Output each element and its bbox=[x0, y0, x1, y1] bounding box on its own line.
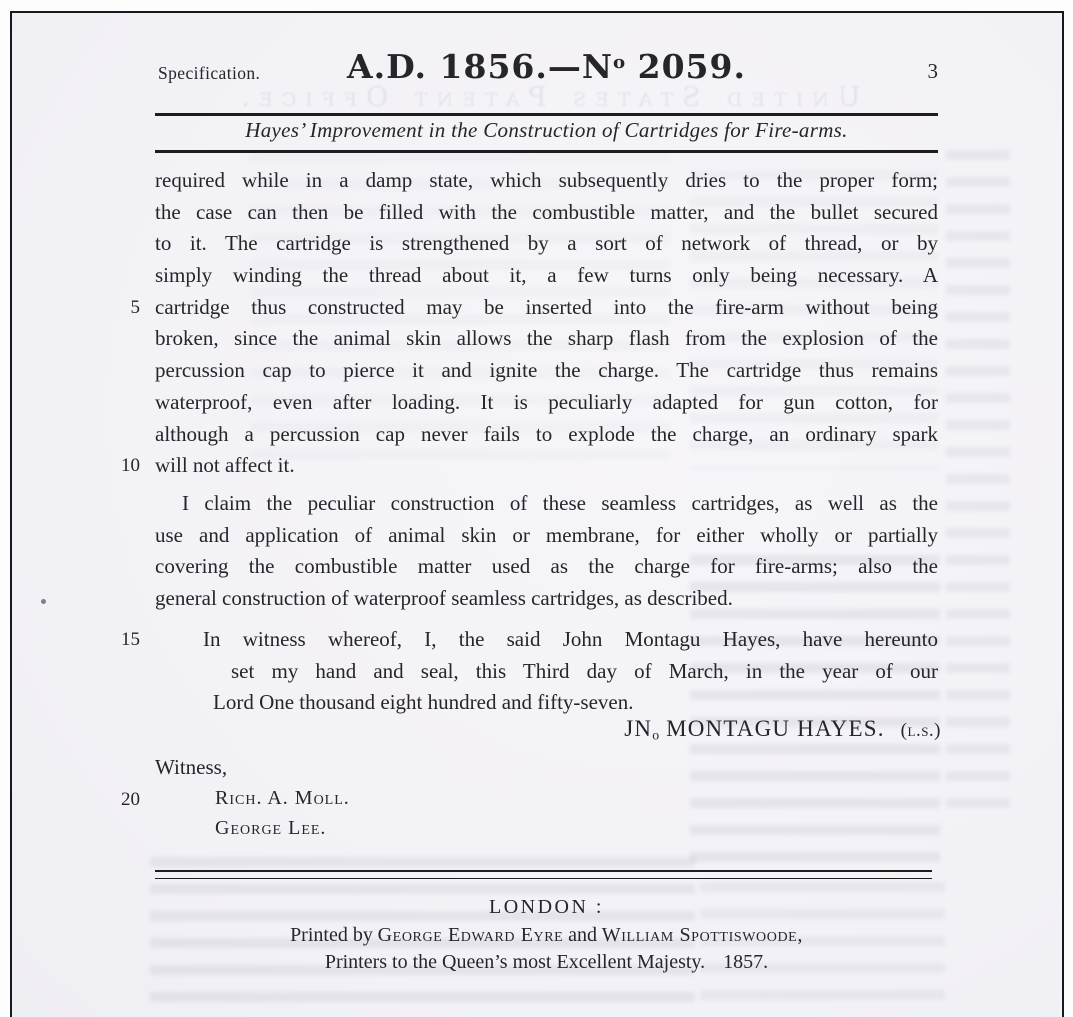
title-superscript-o: o bbox=[613, 52, 626, 74]
body-line: Lord One thousand eight hundred and fifty-seven. bbox=[213, 690, 634, 715]
body-line: percussion cap to pierce it and ignite the charge. The cartridge thus remains bbox=[155, 358, 938, 383]
ink-speck bbox=[41, 599, 46, 604]
horizontal-rule-under-subtitle bbox=[155, 150, 938, 153]
paragraph-continuation bbox=[155, 165, 938, 482]
title-number: 2059. bbox=[625, 47, 746, 86]
imprint-printer1: George Edward Eyre bbox=[377, 924, 564, 946]
seal-mark: (l.s.) bbox=[900, 720, 941, 741]
body-line: I claim the peculiar construction of these seamless cartridges, as well as the bbox=[182, 491, 938, 515]
imprint-printed-by: Printed by bbox=[290, 924, 373, 946]
body-line: although a percussion cap never fails to explode the charge, an ordinary spark bbox=[155, 421, 938, 446]
margin-line-number: 5 bbox=[130, 297, 140, 318]
imprint-printer2: William Spottiswoode, bbox=[601, 924, 803, 946]
imprint-conjunction: and bbox=[568, 924, 597, 946]
claim-paragraph bbox=[155, 488, 938, 615]
page-number: 3 bbox=[927, 59, 938, 83]
title-main: A.D. 1856.—N bbox=[347, 47, 614, 86]
imprint-printers bbox=[155, 924, 938, 947]
body-line: required while in a damp state, which subsequently dries to the proper form; bbox=[155, 168, 938, 192]
imprint-year: 1857. bbox=[723, 951, 769, 973]
margin-line-number: 10 bbox=[121, 455, 140, 476]
body-line: set my hand and seal, this Third day of March, in the year of our bbox=[231, 658, 938, 683]
imprint-city: LONDON : bbox=[489, 896, 604, 918]
margin-line-number: 20 bbox=[121, 789, 140, 810]
body-line: to it. The cartridge is strengthened by a sort of network of thread, or by bbox=[155, 231, 938, 256]
body-line: In witness whereof, I, the said John Montagu Hayes, have hereunto bbox=[203, 627, 938, 651]
imprint-majesty-text: Printers to the Queen’s most Excellent Majesty. bbox=[324, 951, 706, 973]
witness-name: Rich. A. Moll. bbox=[215, 787, 350, 809]
body-line: general construction of waterproof seamless cartridges, as described. bbox=[155, 586, 733, 611]
signature-subscript-o: o bbox=[652, 727, 660, 743]
margin-line-number: 15 bbox=[121, 629, 140, 650]
double-rule-footer bbox=[155, 870, 932, 879]
body-line: waterproof, even after loading. It is peculiarly adapted for gun cotton, for bbox=[155, 389, 938, 414]
imprint-majesty-line bbox=[155, 951, 938, 974]
bleedthrough-header-text: United States Patent Office. bbox=[232, 82, 861, 113]
document-title bbox=[155, 47, 938, 86]
witness-label: Witness, bbox=[155, 755, 228, 779]
body-line: covering the combustible matter used as the charge for fire-arms; also the bbox=[155, 554, 938, 579]
body-line: will not affect it. bbox=[155, 453, 295, 478]
witness-name: George Lee. bbox=[215, 817, 327, 839]
signature-name: MONTAGU HAYES. bbox=[659, 716, 885, 741]
signature-name-prefix: JN bbox=[624, 716, 653, 741]
body-line: broken, since the animal skin allows the sharp flash from the explosion of the bbox=[155, 326, 938, 351]
horizontal-rule-top bbox=[155, 113, 938, 116]
testimonium-paragraph bbox=[155, 624, 938, 719]
bleedthrough-text-block bbox=[946, 150, 1010, 820]
body-line: cartridge thus constructed may be inserted into the fire-arm without being bbox=[155, 294, 938, 319]
signature-line bbox=[155, 716, 941, 743]
specification-label: Specification. bbox=[158, 63, 261, 83]
body-line: simply winding the thread about it, a few turns only being necessary. A bbox=[155, 263, 938, 288]
body-line: the case can then be filled with the combustible matter, and the bullet secured bbox=[155, 199, 938, 224]
patent-subtitle: Hayes’ Improvement in the Construction of Cartridges for Fire-arms. bbox=[245, 118, 848, 142]
body-line: use and application of animal skin or membrane, for either wholly or partially bbox=[155, 522, 938, 547]
